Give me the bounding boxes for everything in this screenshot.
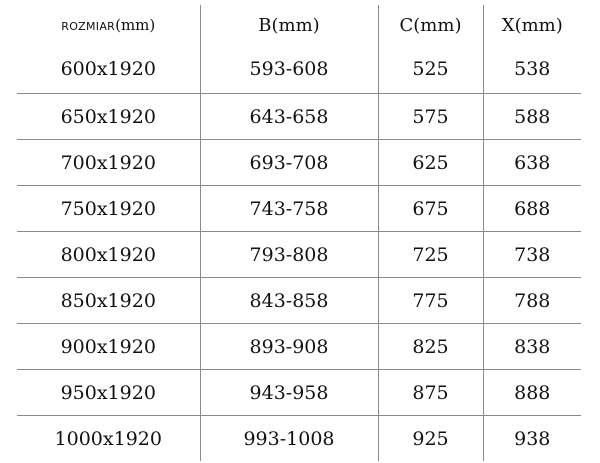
cell-b: 793-808 — [200, 232, 378, 278]
cell-c: 675 — [378, 186, 483, 232]
cell-x: 538 — [483, 45, 581, 94]
cell-size: 650x1920 — [17, 94, 200, 140]
cell-c: 525 — [378, 45, 483, 94]
cell-c: 825 — [378, 324, 483, 370]
table-header — [17, 5, 581, 45]
header-c: C(mm) — [378, 5, 483, 45]
cell-b: 743-758 — [200, 186, 378, 232]
cell-size: 950x1920 — [17, 370, 200, 416]
cell-x: 938 — [483, 416, 581, 462]
cell-c: 925 — [378, 416, 483, 462]
cell-size: 800x1920 — [17, 232, 200, 278]
cell-b: 693-708 — [200, 140, 378, 186]
cell-x: 788 — [483, 278, 581, 324]
table-row — [17, 186, 581, 232]
header-size-label: ROZMIAR — [61, 20, 116, 33]
table-row — [17, 232, 581, 278]
dimensions-table — [17, 5, 581, 461]
cell-b: 993-1008 — [200, 416, 378, 462]
table-body — [17, 45, 581, 461]
cell-b: 593-608 — [200, 45, 378, 94]
cell-c: 575 — [378, 94, 483, 140]
table-row — [17, 416, 581, 462]
table-row — [17, 45, 581, 94]
cell-b: 943-958 — [200, 370, 378, 416]
table-row — [17, 324, 581, 370]
header-b: B(mm) — [200, 5, 378, 45]
cell-size: 900x1920 — [17, 324, 200, 370]
cell-c: 875 — [378, 370, 483, 416]
cell-x: 588 — [483, 94, 581, 140]
header-size — [17, 5, 200, 45]
cell-b: 643-658 — [200, 94, 378, 140]
cell-size: 600x1920 — [17, 45, 200, 94]
cell-x: 638 — [483, 140, 581, 186]
cell-size: 850x1920 — [17, 278, 200, 324]
cell-x: 838 — [483, 324, 581, 370]
header-x: X(mm) — [483, 5, 581, 45]
table-row — [17, 94, 581, 140]
header-row — [17, 5, 581, 45]
table-row — [17, 140, 581, 186]
cell-b: 893-908 — [200, 324, 378, 370]
table-row — [17, 370, 581, 416]
cell-c: 725 — [378, 232, 483, 278]
cell-c: 625 — [378, 140, 483, 186]
cell-b: 843-858 — [200, 278, 378, 324]
cell-size: 750x1920 — [17, 186, 200, 232]
cell-x: 738 — [483, 232, 581, 278]
cell-size: 700x1920 — [17, 140, 200, 186]
cell-size: 1000x1920 — [17, 416, 200, 462]
table-row — [17, 278, 581, 324]
cell-x: 688 — [483, 186, 581, 232]
cell-x: 888 — [483, 370, 581, 416]
header-size-unit: (mm) — [115, 16, 156, 34]
cell-c: 775 — [378, 278, 483, 324]
